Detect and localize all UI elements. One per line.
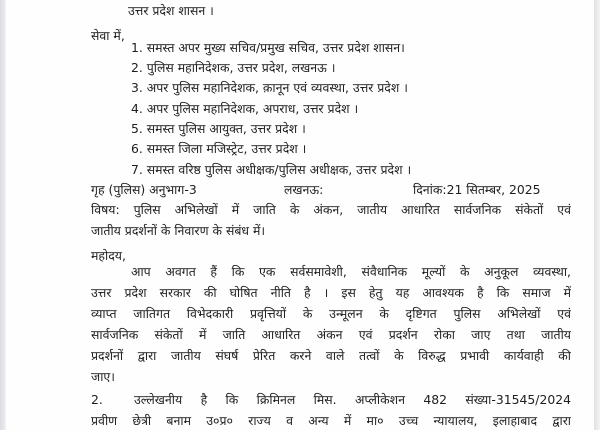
paragraph-text: उल्लेखनीय है कि क्रिमिनल मिस. अप्लीकेशन 482 संख्या-31545/2024 [134,392,571,407]
paragraph-line: सार्वजनिक संकेतों में जाति आधारित अंकन एवं प्रदर्शन रोका जाए तथा जातीय [91,327,571,342]
recipient-item: 6. समस्त जिला मजिस्ट्रेट, उत्तर प्रदेश । [131,141,307,156]
paragraph-line: जाए। [91,369,115,384]
subject-line: विषय: पुलिस अभिलेखों में जाति के अंकन, जातीय आधारित सार्वजनिक संकेतों एवं [91,202,571,217]
paragraph-line: व्याप्त जातिगत विभेदकारी प्रवृत्तियों के उन्मूलन के दृष्टिगत पुलिस अभिलेखों एवं [91,306,571,321]
recipient-item: 7. समस्त वरिष्ठ पुलिस अधीक्षक/पुलिस अधीक्षक, उत्तर प्रदेश । [131,162,412,177]
page-edge-right [594,0,600,430]
paragraph-number: 2. [91,392,103,407]
issuing-authority: उत्तर प्रदेश शासन । [128,3,214,18]
recipient-item: 2. पुलिस महानिदेशक, उत्तर प्रदेश, लखनऊ । [131,60,336,75]
recipient-item: 3. अपर पुलिस महानिदेशक, क़ानून एवं व्यवस्था, उत्तर प्रदेश । [131,80,408,95]
paragraph-line: आप अवगत हैं कि एक सर्वसमावेशी, संवैधानिक मूल्यों के अनुकूल व्यवस्था, [131,264,571,279]
greeting: महोदय, [91,248,126,263]
department-section: गृह (पुलिस) अनुभाग-3 [91,182,197,197]
dispatch-place: लखनऊ: [284,182,324,197]
salutation-to: सेवा में, [91,28,125,43]
paragraph-line: उत्तर प्रदेश सरकार की घोषित नीति है । इस हेतु यह आवश्यक है कि समाज में [91,285,571,300]
subject-line: जातीय प्रदर्शनों के निवारण के संबंध में। [91,223,266,238]
recipient-item: 1. समस्त अपर मुख्य सचिव/प्रमुख सचिव, उत्तर प्रदेश शासन। [131,40,405,55]
paragraph-line: प्रवीण छेत्री बनाम उ०प्र० राज्य व अन्य में मा० उच्च न्यायालय, इलाहाबाद द्वारा [91,413,571,428]
dispatch-date: दिनांक:21 सितम्बर, 2025 [413,182,541,197]
paragraph-2-first-line [0,392,600,408]
recipient-item: 5. समस्त पुलिस आयुक्त, उत्तर प्रदेश । [131,121,306,136]
page-edge-left [0,0,6,430]
recipient-item: 4. अपर पुलिस महानिदेशक, अपराध, उत्तर प्रदेश । [131,101,359,116]
paragraph-line: प्रदर्शनों द्वारा जातीय संघर्ष प्रेरित करने वाले तत्वों के विरुद्ध प्रभावी कार्यवाही की [91,348,571,363]
